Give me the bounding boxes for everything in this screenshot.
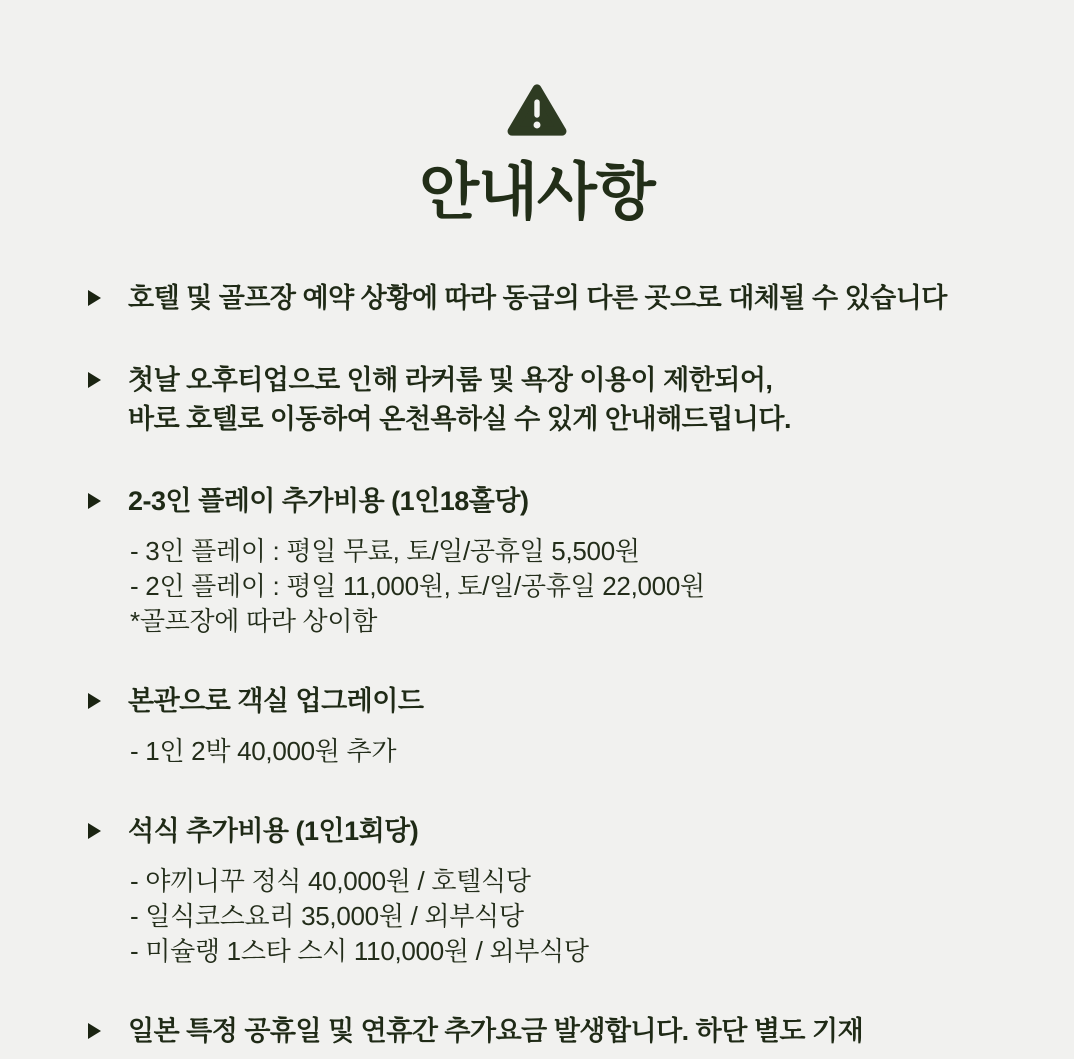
notice-item-holiday-surcharge [88,1012,1034,1051]
notice-title: 석식 추가비용 (1인1회당) [128,816,419,847]
warning-triangle-icon [506,82,568,138]
notice-title: 본관으로 객실 업그레이드 [128,686,424,717]
notice-list [0,279,1074,1051]
bullet-triangle-icon [88,693,101,709]
notice-detail: - 미슐랭 1스타 스시 110,000원 / 외부식당 [130,936,589,967]
notice-item-teeup [88,361,1034,439]
notice-details [128,534,705,639]
bullet-triangle-icon [88,372,101,388]
bullet-triangle-icon [88,493,101,509]
bullet-triangle-icon [88,1023,101,1039]
notice-title: 2-3인 플레이 추가비용 (1인18홀당) [128,486,529,517]
notice-detail: - 일식코스요리 35,000원 / 외부식당 [130,901,524,932]
notice-title: 일본 특정 공휴일 및 연휴간 추가요금 발생합니다. 하단 별도 기재 [128,1016,864,1047]
notice-detail: - 2인 플레이 : 평일 11,000원, 토/일/공휴일 22,000원 [130,571,705,602]
notice-item-substitution [88,279,1034,318]
notice-item-dinner-fee [88,812,1034,969]
bullet-triangle-icon [88,290,101,306]
notice-detail: - 야끼니꾸 정식 40,000원 / 호텔식당 [130,866,531,897]
page-title: 안내사항 [419,158,655,227]
notice-detail: - 3인 플레이 : 평일 무료, 토/일/공휴일 5,500원 [130,536,640,567]
notice-details [128,864,589,969]
notice-title-line2: 바로 호텔로 이동하여 온천욕하실 수 있게 안내해드립니다. [128,404,791,435]
notice-title: 호텔 및 골프장 예약 상황에 따라 동급의 다른 곳으로 대체될 수 있습니다 [128,283,947,314]
notice-details [128,734,423,769]
notice-item-room-upgrade [88,682,1034,769]
notice-title-line1: 첫날 오후티업으로 인해 라커룸 및 욕장 이용이 제한되어, [128,365,773,396]
notice-item-play-fee [88,482,1034,639]
notice-detail: *골프장에 따라 상이함 [130,606,378,637]
notice-detail: - 1인 2박 40,000원 추가 [130,736,397,767]
bullet-triangle-icon [88,823,101,839]
page-header [0,0,1074,227]
